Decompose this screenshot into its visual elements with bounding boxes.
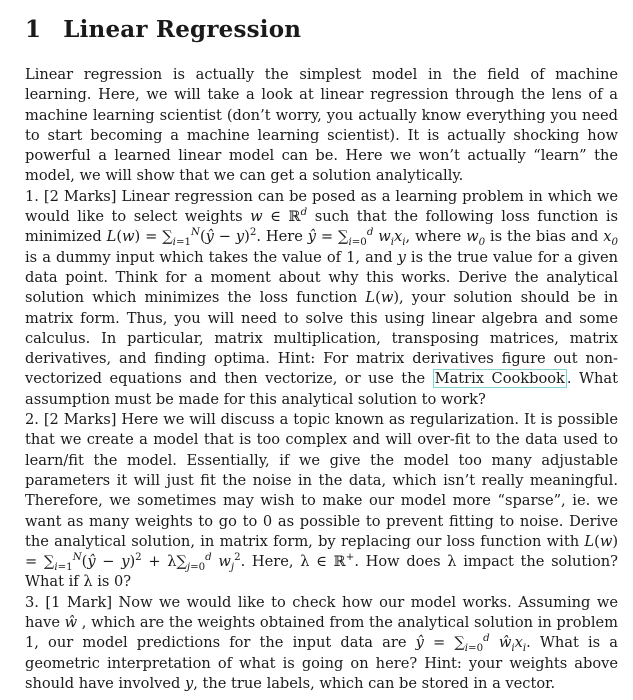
math-expression: ŷ = $\sum_{i=0}^d$ $w_ix_i$ (307, 227, 406, 249)
math-expression: y (184, 674, 194, 692)
body-text (25, 65, 618, 694)
matrix-cookbook-link[interactable]: Matrix Cookbook (434, 370, 565, 388)
question-2-prefix: 2. [2 Marks] (25, 411, 117, 429)
math-expression: w (250, 208, 263, 226)
math-expression: λ ∈ ℝ+ (300, 552, 355, 571)
math-expression: $w_0$ (466, 228, 486, 249)
math-expression: ŷ = $\sum_{i=0}^d$ $ŵ_ix_i$ (415, 633, 527, 655)
math-expression: y (397, 248, 406, 266)
math-expression: $L(w) = \sum_{i=1}^N(ŷ - y)^2$ (106, 227, 257, 249)
question-1-prefix: 1. [2 Marks] (25, 187, 117, 205)
math-expression: $x_0$ (603, 228, 619, 249)
intro-paragraph: Linear regression is actually the simplest model in the field of machine learning. Here, we will take a look at linear regression through the lens of a machine learning scientist (don’t worry, you actually know everything you need to start becoming a machine learning scientist). It is actually shocking how powerful a learned linear model can be. Here we won’t actually “learn” the model, we will show that we can get a solution analytically. (25, 66, 618, 185)
section-number: 1 (25, 16, 42, 43)
question-3: 3. [1 Mark] Now we would like to check how our model works. Assuming we have ŵ , which are the weights obtained from the analytical solution in problem 1, our model predictions for the input data are ŷ = $\sum_{i=0}^d$ $ŵ_ix_i$. What is a geometric interpretation of what is going on here? Hint: your weights above should have involved y, the true labels, which can be stored in a vector. (25, 593, 618, 692)
question-3-prefix: 3. [1 Mark] (25, 593, 113, 611)
math-expression: ŵ (64, 614, 78, 632)
math-expression: $L(w) = \sum_{i=1}^N(ŷ - y)^2 + \lambda\sum_{j=0}^d$ $w_j^2$ (25, 532, 619, 574)
math-expression: λ (83, 573, 93, 591)
question-1: 1. [2 Marks] Linear regression can be posed as a learning problem in which we would like to select weights w ∈ ℝ$^d$ such that the following loss function is minimized $L(w) = \sum_{i=1}^N(ŷ - y)^2$. Here ŷ = $\sum_{i=0}^d$ $w_ix_i$, where $w_0$ is the bias and $x_0$ is a dummy input which takes the value of 1, and y is the true value for a given data point. Think for a moment about why this works. Derive the analytical solution which minimizes the loss function L(w), your solution should be in matrix form. Thus, you will need to solve this using linear algebra and some calculus. In particular, matrix multiplication, transposing matrices, matrix derivatives, and finding optima. Hint: For matrix derivatives figure out non-vectorized equations and then vectorize, or use the Matrix Cookbook . What assumption must be made for this analytical solution to work? (25, 187, 619, 408)
section-title: Linear Regression (63, 16, 302, 43)
question-2: 2. [2 Marks] Here we will discuss a topic known as regularization. It is possible that we create a model that is too complex and will over-fit to the data used to learn/fit the model. Essentially, if we give the model too many adjustable parameters it will just fit the noise in the data, which isn’t really meaningful. Therefore, we sometimes may wish to make our model more “sparse”, ie. we want as many weights to go to 0 as possible to prevent fitting to noise. Derive the analytical solution, in matrix form, by replacing our loss function with $L(w) = \sum_{i=1}^N(ŷ - y)^2 + \lambda\sum_{j=0}^d$ $w_j^2$. Here, λ ∈ ℝ+. How does λ impact the solution? What if λ is 0? (25, 411, 619, 591)
math-expression: L(w) (365, 289, 400, 307)
section-heading (25, 16, 618, 43)
math-expression: λ (447, 553, 457, 571)
